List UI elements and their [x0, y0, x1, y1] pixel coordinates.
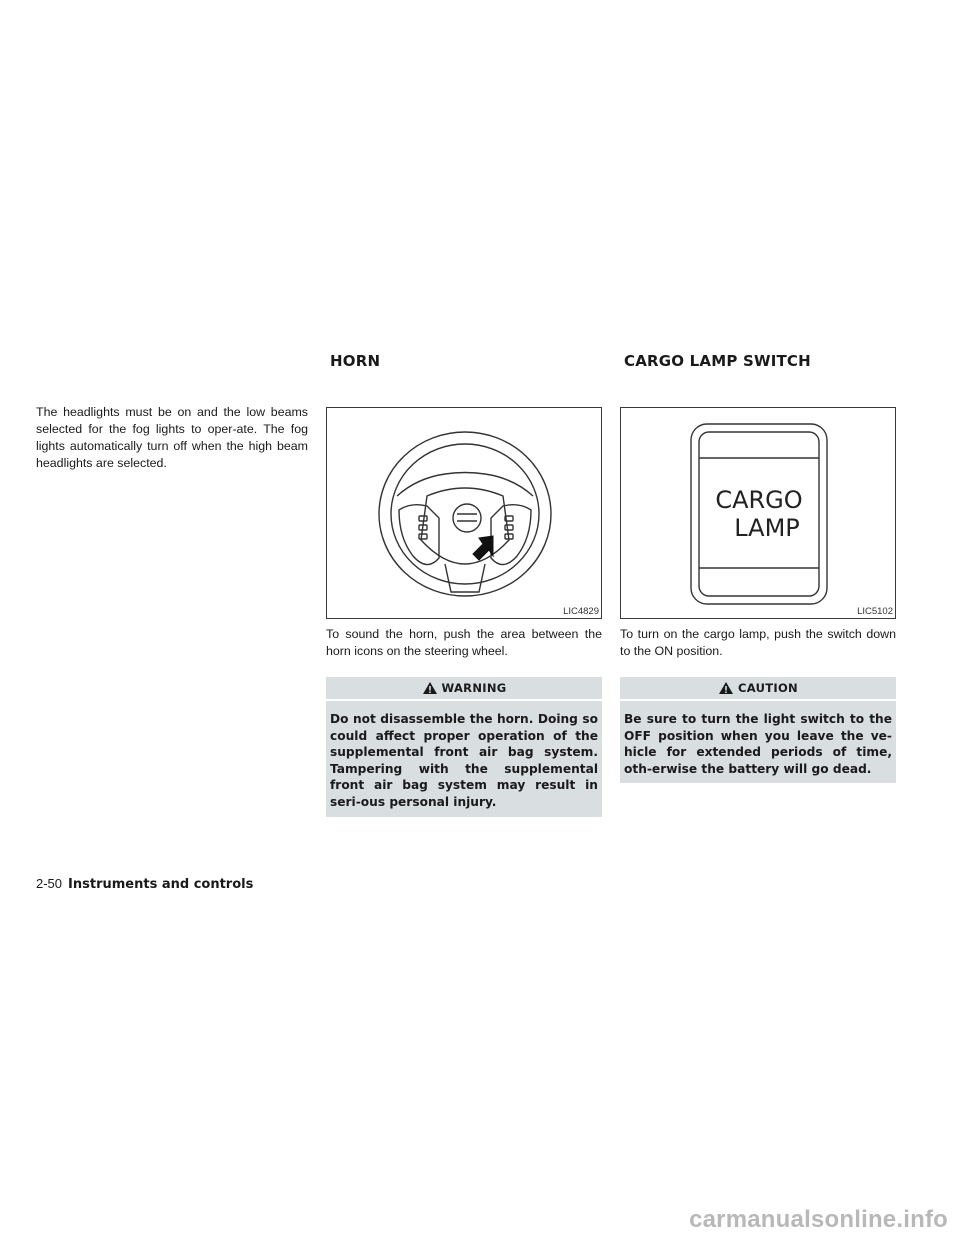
cargo-lamp-figure	[620, 407, 896, 619]
caution-header	[620, 677, 896, 699]
cargo-lamp-title: CARGO LAMP SWITCH	[624, 352, 811, 370]
warning-header	[326, 677, 602, 699]
horn-warning-box	[326, 677, 602, 817]
horn-section	[326, 350, 602, 817]
cargo-lamp-caption: To turn on the cargo lamp, push the switch down to the ON position.	[620, 627, 896, 658]
cargo-lamp-switch-illustration	[621, 408, 895, 618]
switch-label-line1: CARGO	[715, 486, 803, 514]
steering-wheel-illustration	[327, 408, 601, 618]
horn-figure-code: LIC4829	[563, 606, 599, 617]
watermark: carmanualsonline.info	[689, 1206, 948, 1233]
left-column	[36, 404, 308, 472]
cargo-caution-box	[620, 677, 896, 783]
alert-triangle-icon	[718, 681, 734, 695]
fog-lights-paragraph: The headlights must be on and the low beams selected for the fog lights to oper-ate. The fog lights automatically turn off when the high beam headlights are selected.	[36, 405, 308, 470]
switch-label-line2: LAMP	[734, 514, 800, 542]
warning-text: Do not disassemble the horn. Doing so could affect proper operation of the supplemental front air bag system. Tampering with the supplemental front air bag system may result in seri-ous personal injury.	[330, 712, 598, 809]
caution-text: Be sure to turn the light switch to the OFF position when you leave the ve-hicle for extended periods of time, oth-erwise the battery will go dead.	[624, 712, 892, 776]
alert-triangle-icon	[422, 681, 438, 695]
warning-label: WARNING	[441, 681, 507, 695]
horn-figure	[326, 407, 602, 619]
horn-title: HORN	[330, 352, 381, 370]
caution-label: CAUTION	[738, 681, 798, 695]
footer-section-title: Instruments and controls	[68, 877, 254, 892]
page-footer	[36, 876, 253, 892]
cargo-lamp-figure-code: LIC5102	[857, 606, 893, 617]
page-number: 2-50	[36, 876, 63, 891]
cargo-lamp-section	[620, 350, 896, 783]
horn-caption: To sound the horn, push the area between the horn icons on the steering wheel.	[326, 627, 602, 658]
